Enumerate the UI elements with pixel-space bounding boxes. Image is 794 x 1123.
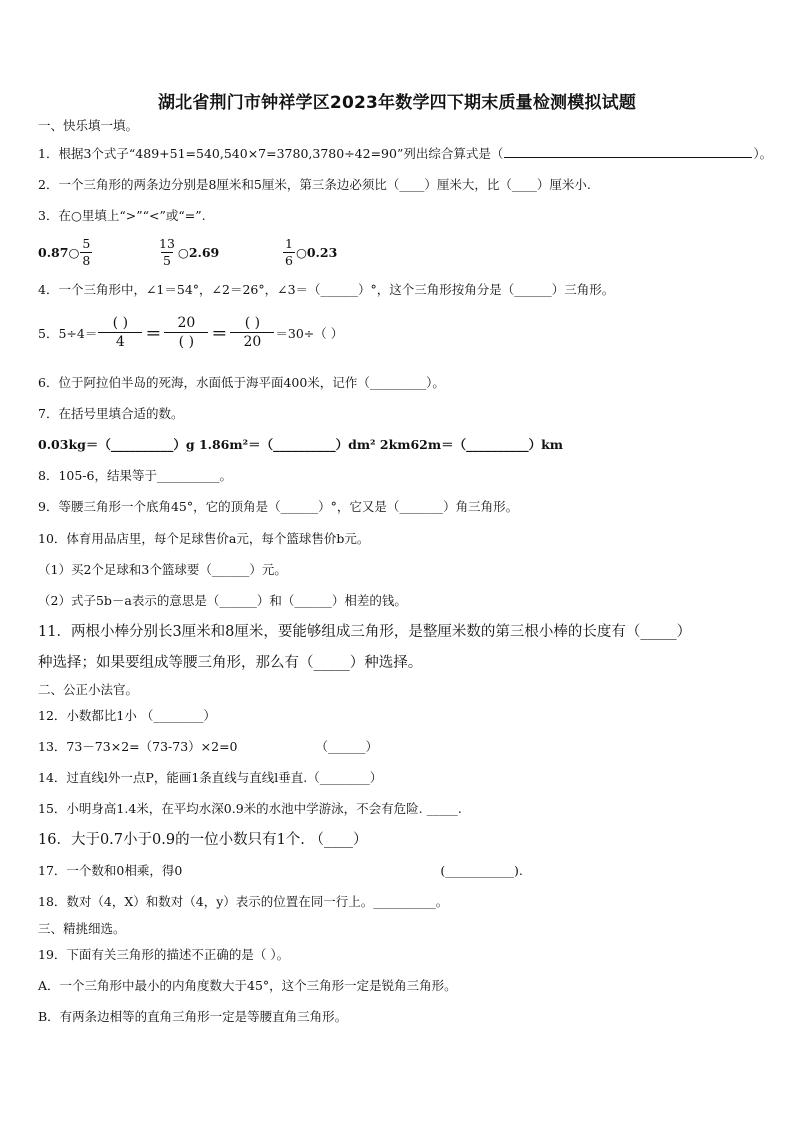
question-1-end: ）。 bbox=[753, 146, 773, 161]
question-9: 9．等腰三角形一个底角45°，它的顶角是（______）°，它又是（_______）角三角形。 bbox=[38, 499, 519, 514]
question-7: 7．在括号里填合适的数。 bbox=[38, 406, 184, 421]
question-17: 17．一个数和0相乘，得0 (___________). bbox=[38, 863, 523, 878]
question-11-line-2: 种选择；如果要组成等腰三角形，那么有（_____）种选择。 bbox=[38, 655, 423, 671]
fraction: $\frac{1}{6}$ bbox=[285, 235, 293, 268]
question-12: 12．小数都比1小 （________） bbox=[38, 708, 216, 723]
fraction: $\frac{20}{( )}$ bbox=[164, 314, 208, 351]
question-11-line-1: 11．两根小棒分别长3厘米和8厘米，要能够组成三角形，是整厘米数的第三根小棒的长度有（_____） bbox=[38, 624, 692, 640]
question-8: 8．105-6，结果等于__________。 bbox=[38, 468, 232, 483]
question-7-line: 0.03kg＝（__________）g 1.86m²＝（__________）dm² 2km62m＝（__________）km bbox=[38, 437, 563, 452]
question-3-items bbox=[38, 232, 438, 272]
page-title: 湖北省荆门市钟祥学区2023年数学四下期末质量检测模拟试题 bbox=[157, 93, 637, 113]
question-6: 6．位于阿拉伯半岛的死海，水面低于海平面400米，记作（_________）。 bbox=[38, 375, 445, 390]
question-14: 14．过直线l外一点P，能画1条直线与直线l垂直.（________） bbox=[38, 770, 383, 785]
question-15: 15．小明身高1.4米，在平均水深0.9米的水池中学游泳，不会有危险. _____. bbox=[38, 801, 462, 816]
section-heading-1: 一、快乐填一填。 bbox=[38, 118, 139, 133]
question-18: 18．数对（4，X）和数对（4，y）表示的位置在同一行上。__________。 bbox=[38, 894, 449, 909]
question-19-option-b[interactable]: B．有两条边相等的直角三角形一定是等腰直角三角形。 bbox=[38, 1009, 348, 1024]
section-heading-3: 三、精挑细选。 bbox=[38, 921, 126, 936]
comparison-item: $\frac{13}{5}$ ○2.69 bbox=[159, 235, 220, 268]
question-1 bbox=[38, 146, 772, 162]
comparison-item: $\frac{1}{6}$ ○0.23 bbox=[285, 235, 338, 268]
question-5: 5．5÷4＝ $\frac{( )}{4}$ ＝ $\frac{20}{( )}$ ＝ $\frac{( )}{20}$ ＝30÷（ ） bbox=[38, 315, 344, 350]
question-2: 2．一个三角形的两条边分别是8厘米和5厘米，第三条边必须比（____）厘米大，比（____）厘米小. bbox=[38, 177, 591, 192]
question-3: 3．在○里填上“>”“<”或“=”. bbox=[38, 208, 206, 223]
question-13: 13．73－73×2=（73-73）×2=0 （______） bbox=[38, 739, 379, 754]
fraction: $\frac{( )}{20}$ bbox=[230, 314, 274, 351]
question-10: 10．体育用品店里，每个足球售价a元，每个篮球售价b元。 bbox=[38, 531, 370, 546]
question-19: 19．下面有关三角形的描述不正确的是（ ）。 bbox=[38, 947, 290, 962]
question-19-option-a[interactable]: A．一个三角形中最小的内角度数大于45°，这个三角形一定是锐角三角形。 bbox=[38, 978, 457, 993]
answer-blank[interactable] bbox=[504, 156, 752, 158]
question-10-sub-1: （1）买2个足球和3个篮球要（______）元。 bbox=[38, 562, 287, 577]
fraction: $\frac{13}{5}$ bbox=[159, 235, 175, 268]
question-1-text: 1．根据3个式子“489+51=540,540×7=3780,3780÷42=90”列出综合算式是（ bbox=[38, 146, 504, 161]
question-16: 16．大于0.7小于0.9的一位小数只有1个. （____） bbox=[38, 832, 368, 848]
question-4: 4．一个三角形中，∠1＝54°，∠2＝26°，∠3＝（______）°，这个三角形按角分是（______）三角形。 bbox=[38, 282, 615, 297]
answer-blank[interactable]: (___________). bbox=[440, 863, 523, 878]
fraction: $\frac{5}{8}$ bbox=[82, 235, 91, 268]
question-10-sub-2: （2）式子5b－a表示的意思是（______）和（______）相差的钱。 bbox=[38, 593, 407, 608]
section-heading-2: 二、公正小法官。 bbox=[38, 682, 139, 697]
answer-blank[interactable]: （______） bbox=[315, 739, 379, 754]
comparison-item: 0.87○ $\frac{5}{8}$ bbox=[38, 235, 91, 268]
fraction: $\frac{( )}{4}$ bbox=[98, 314, 142, 351]
